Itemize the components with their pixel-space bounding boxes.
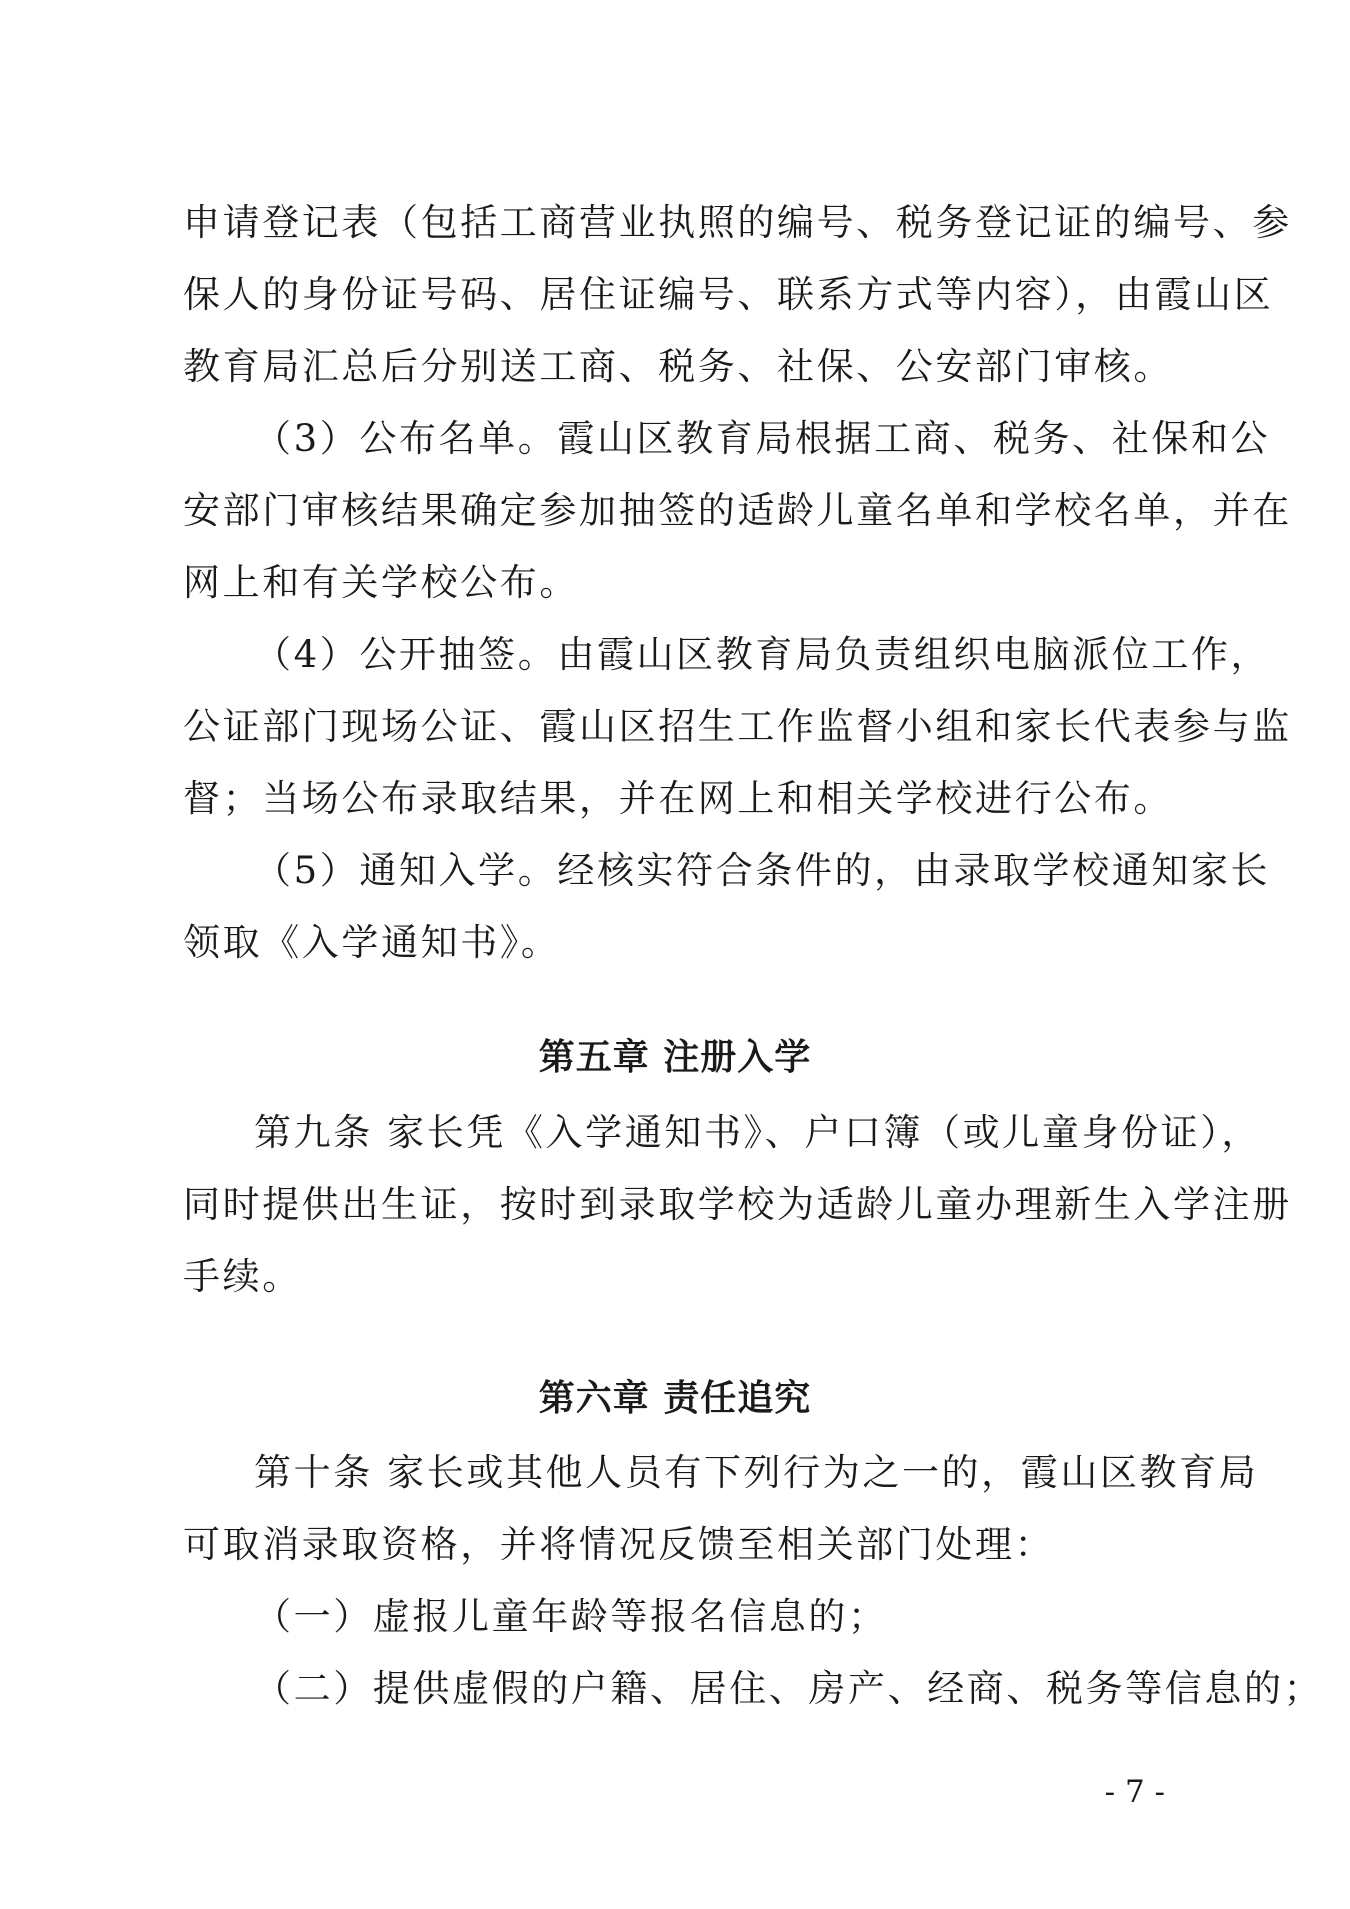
article-9-line: 同时提供出生证，按时到录取学校为适龄儿童办理新生入学注册 [183, 1183, 1292, 1226]
paragraph-line: 领取《入学通知书》。 [183, 921, 561, 964]
paragraph-line: 公证部门现场公证、霞山区招生工作监督小组和家长代表参与监 [183, 705, 1292, 748]
article-9-line: 手续。 [183, 1255, 302, 1298]
paragraph-line: （4）公开抽签。由霞山区教育局负责组织电脑派位工作， [254, 633, 1271, 676]
list-item-1: （一）虚报儿童年龄等报名信息的； [254, 1595, 888, 1638]
paragraph-line: 网上和有关学校公布。 [183, 561, 579, 604]
page-number: - 7 - [1104, 1774, 1165, 1810]
paragraph-line: 申请登记表（包括工商营业执照的编号、税务登记证的编号、参 [183, 201, 1292, 244]
chapter-5-heading: 第五章 注册入学 [538, 1037, 812, 1078]
paragraph-line: 教育局汇总后分别送工商、税务、社保、公安部门审核。 [183, 345, 1173, 388]
paragraph-line: 督；当场公布录取结果，并在网上和相关学校进行公布。 [183, 777, 1173, 820]
article-10-line: 可取消录取资格，并将情况反馈至相关部门处理： [183, 1523, 1055, 1566]
article-9-line: 第九条 家长凭《入学通知书》、户口簿（或儿童身份证）， [254, 1111, 1261, 1154]
chapter-6-heading: 第六章 责任追究 [538, 1378, 812, 1419]
list-item-2: （二）提供虚假的户籍、居住、房产、经商、税务等信息的； [254, 1667, 1324, 1710]
paragraph-line: （3）公布名单。霞山区教育局根据工商、税务、社保和公 [254, 417, 1271, 460]
paragraph-line: 保人的身份证号码、居住证编号、联系方式等内容），由霞山区 [183, 273, 1274, 316]
paragraph-line: （5）通知入学。经核实符合条件的，由录取学校通知家长 [254, 849, 1271, 892]
article-10-line: 第十条 家长或其他人员有下列行为之一的，霞山区教育局 [254, 1451, 1259, 1494]
paragraph-line: 安部门审核结果确定参加抽签的适龄儿童名单和学校名单，并在 [183, 489, 1292, 532]
